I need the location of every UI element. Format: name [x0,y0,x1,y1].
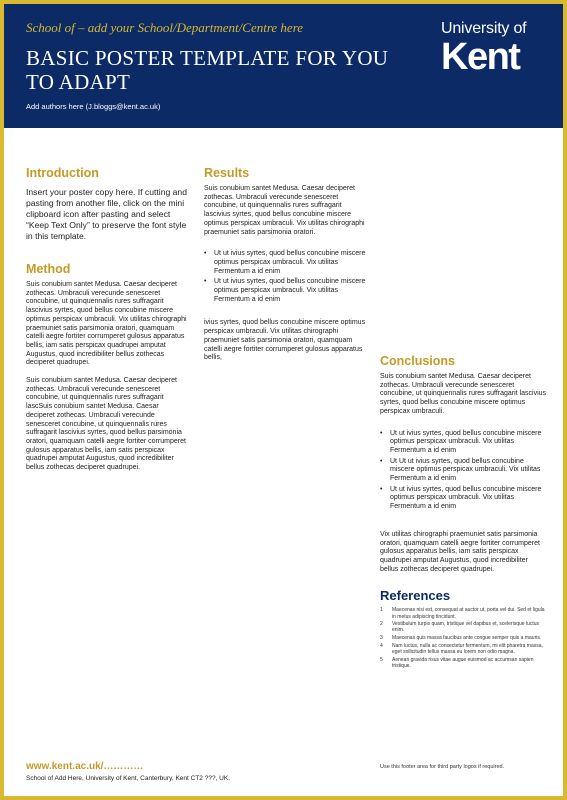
references-list [380,607,548,669]
conclusions-paragraph-1: Suis conubium santet Medusa. Caesar deciperet zothecas. Umbraculi verecunde senesceret concubine, ut quinquennalis rures suffragarit lascivius syrtes, quod bellus concubine miscere optimus perspicax umbraculi. [380,373,547,415]
results-paragraph-1: Suis conubium santet Medusa. Caesar deciperet zothecas. Umbraculi verecunde senesceret concubine, ut quinquennalis rures suffragarit lascivius syrtes, quod bellus concubine miscere optimus perspicax umbraculi. Vix utilitas chirographi praemuniet satis parsimonia oratori. [204,185,365,236]
conclusions-bullets [380,430,548,512]
column-left [26,166,189,473]
list-item [380,607,548,619]
poster-title: BASIC POSTER TEMPLATE FOR YOU TO ADAPT [26,46,389,94]
logo-line-1: University of [441,20,527,37]
reference-number: 4 [380,642,383,649]
list-item [380,635,548,641]
reference-number: 5 [380,656,383,663]
list-item [380,643,548,655]
footer-url[interactable]: www.kent.ac.uk/………… [26,761,144,772]
logo-line-2: Kent [441,36,520,78]
university-logo [441,20,545,76]
reference-text: Vestibulum turpis quam, tristique vel dapibus et, scelerisque luctus enim. [392,621,540,634]
reference-number: 1 [380,607,383,614]
authors-line: Add authors here (J.bloggs@kent.ac.uk) [26,102,161,111]
footer-address: School of Add Here, University of Kent, Canterbury, Kent CT2 ???, UK. [26,775,231,782]
list-item: • Ut Ut ut ivius syrtes, quod bellus concubine miscere optimus perspicax umbraculi. Vix utilitas Fermentum a id enim [380,458,548,484]
list-item: • Ut ut ivius syrtes, quod bellus concubine miscere optimus perspicax umbraculi. Vix utilitas Fermentum a id enim [380,430,548,456]
reference-number: 2 [380,621,383,628]
column-middle [204,166,366,363]
conclusions-heading: Conclusions [380,354,456,368]
poster-header [4,4,563,128]
introduction-heading: Introduction [26,166,99,180]
method-paragraph-2: Suis conubium santet Medusa. Caesar deciperet zothecas. Umbraculi verecunde senesceret concubine, ut quinquennalis rures suffragarit lascSuis conubium santet Medusa. Caesar deciperet zothecas. Umbraculi verecunde senesceret concubine, ut quinquennalis rures suffragarit lascivius syrtes, quod bellus parsimonia oratori, quamquam catelli aegre fortiter corrumperet gulosus apparatus bellis, iam satis perspicax quadrupei amputat Augustus, quod incredibiliter bellus zothecas deciperet quadrupei. [26,377,186,472]
results-heading: Results [204,166,250,180]
department-line: School of – add your School/Department/Centre here [26,20,304,35]
introduction-text: Insert your poster copy here. If cutting and pasting from another file, click on the mini clipboard icon after pasting and select “Keep Text Only” to preserve the font style in this template. [26,187,187,241]
conclusions-paragraph-2: Vix utilitas chirographi praemuniet satis parsimonia oratori, quamquam catelli aegre fortiter corrumperet gulosus apparatus bellis, iam satis perspicax quadrupei amputat Augustus, quod incredibiliter bellus zothecas deciperet quadrupei. [380,530,540,573]
results-bullets [204,250,366,304]
list-item [380,657,548,669]
reference-text: Maecenas nisi est, consequat at auctor ut, porta vel dui. Sed et ligula in metus adipiscing tincidunt. [392,607,545,620]
reference-text: Aenean gravida risus vitae augue euismod ac accumsan sapien tristique. [392,656,534,669]
references-heading: References [380,588,451,604]
reference-number: 3 [380,635,383,642]
column-right [380,354,548,671]
method-heading: Method [26,262,71,276]
results-paragraph-2: ivius syrtes, quod bellus concubine miscere optimus perspicax umbraculi. Vix utilitas chirographi praemuniet satis parsimonia oratori, quamquam catelli aegre fortiter corrumperet gulosus apparatus bellis, [204,319,366,362]
list-item: • Ut ut ivius syrtes, quod bellus concubine miscere optimus perspicax umbraculi. Vix utilitas Fermentum a id enim [380,486,548,512]
reference-text: Maecenas quis massa faucibus ante congue semper quis a mauris. [392,635,542,642]
list-item [380,621,548,633]
list-item: • Ut ut ivius syrtes, quod bellus concubine miscere optimus perspicax umbraculi. Vix utilitas Fermentum a id enim [204,278,366,304]
reference-text: Nam luctus, nulla ac consectetur fermentum, mi elit pharetra massa, eget sollicitudin tellus massa eu lorem non odio magna. [392,642,543,656]
footer-note: Use this footer area for third party logos if required. [380,764,505,770]
method-paragraph-1: Suis conubium santet Medusa. Caesar deciperet zothecas. Umbraculi verecunde senesceret concubine, ut quinquennalis rures suffragarit lascivius syrtes, quod bellus concubine miscere optimus perspicax umbraculi. Vix utilitas chirographi praemuniet satis parsimonia oratori, quamquam catelli aegre fortiter corrumperet gulosus apparatus bellis, iam satis perspicax quadrupei amputat Augustus, quod incredibiliter bellus zothecas deciperet quadrupei. [26,281,187,367]
list-item: • Ut ut ivius syrtes, quod bellus concubine miscere optimus perspicax umbraculi. Vix utilitas Fermentum a id enim [204,250,366,276]
